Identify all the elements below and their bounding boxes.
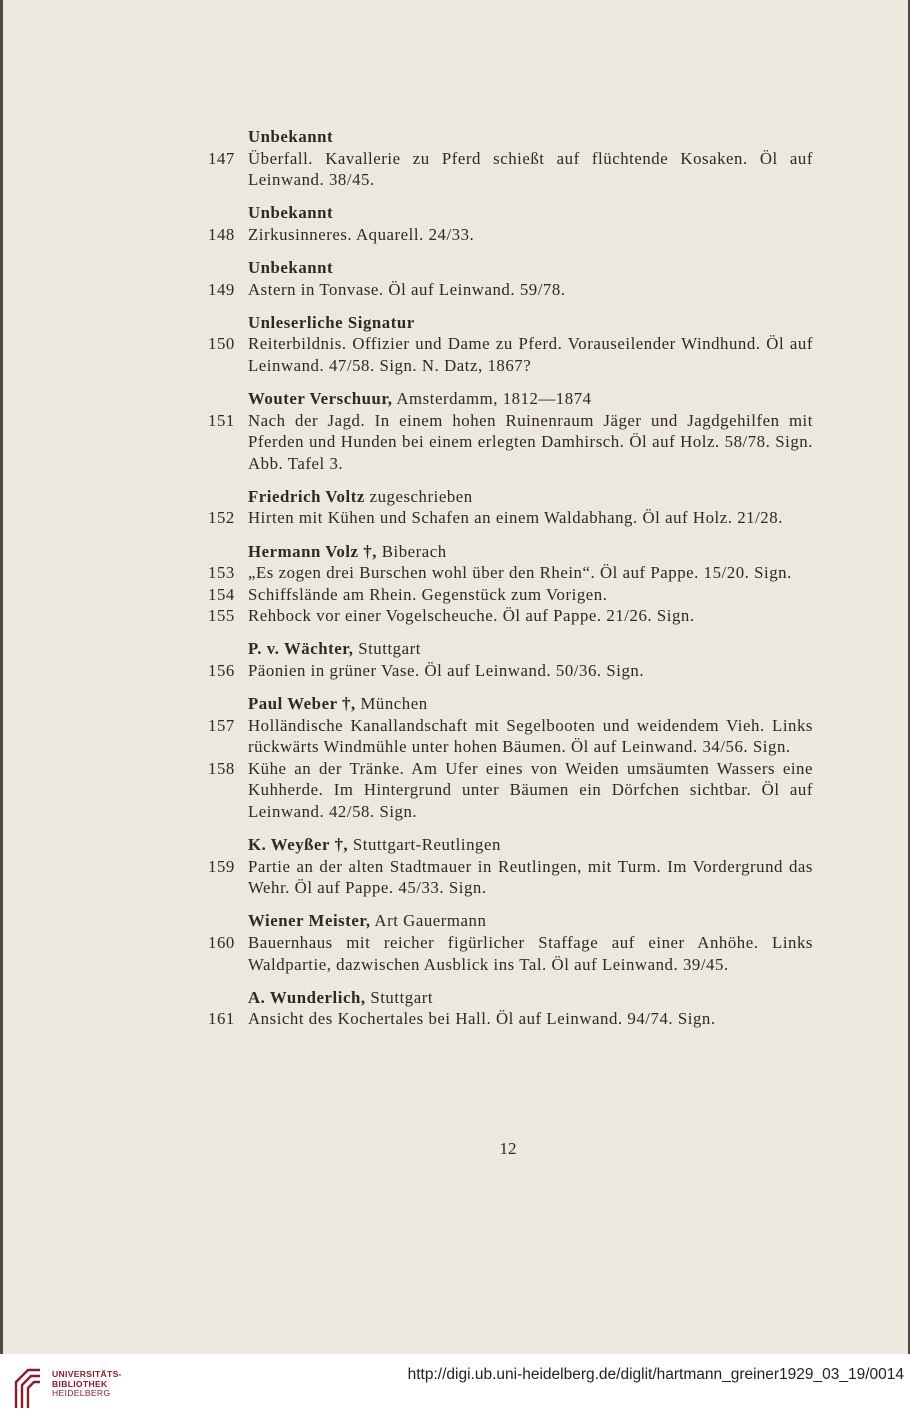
- catalog-entry: [208, 148, 813, 191]
- artist-name: P. v. Wächter,: [248, 639, 354, 659]
- catalog-entry: [208, 715, 813, 758]
- artist-info: Biberach: [377, 541, 447, 561]
- entry-description: Ansicht des Kochertales bei Hall. Öl auf Leinwand. 94/74. Sign.: [248, 1009, 716, 1029]
- entry-number: 160: [208, 933, 235, 952]
- entry-description: Rehbock vor einer Vogelscheuche. Öl auf Pappe. 21/26. Sign.: [248, 606, 695, 626]
- artist-name: Wiener Meister,: [248, 911, 371, 931]
- entry-description: Zirkusinneres. Aquarell. 24/33.: [248, 224, 475, 244]
- artist-heading: [208, 486, 813, 508]
- artist-heading: [208, 987, 813, 1009]
- entry-description: Holländische Kanallandschaft mit Segelbooten und weidendem Vieh. Links rückwärts Windmühle unter hohen Bäumen. Öl auf Leinwand. 34/56. Sign.: [248, 715, 813, 757]
- artist-info: Amsterdamm, 1812—1874: [392, 388, 592, 408]
- scanned-page: [3, 0, 908, 1354]
- entry-description: „Es zogen drei Burschen wohl über den Rhein“. Öl auf Pappe. 15/20. Sign.: [248, 563, 792, 583]
- artist-info: Stuttgart: [365, 987, 434, 1007]
- artist-info: zugeschrieben: [364, 486, 473, 506]
- entry-number: 152: [208, 508, 235, 528]
- entry-description: Schiffslände am Rhein. Gegenstück zum Vorigen.: [248, 584, 608, 604]
- catalog-entry: [208, 333, 813, 376]
- entry-number: 157: [208, 715, 235, 735]
- artist-name: A. Wunderlich,: [248, 987, 366, 1007]
- artist-heading: [208, 312, 813, 334]
- entry-number: 155: [208, 606, 235, 626]
- entry-number: 149: [208, 279, 235, 299]
- catalog-entry: [208, 1008, 813, 1030]
- artist-heading: [208, 257, 813, 279]
- entry-number: 147: [208, 148, 235, 168]
- entry-description: Kühe an der Tränke. Am Ufer eines von Weiden umsäumten Wassers eine Kuhherde. Im Hintergrund unter Bäumen ein Dörfchen sichtbar. Öl auf Leinwand. 42/58. Sign.: [248, 758, 813, 822]
- entry-description: Bauernhaus mit reicher figürlicher Staffage auf einer Anhöhe. Links Waldpartie, dazwischen Ausblick ins Tal. Öl auf Leinwand. 39/45.: [248, 933, 813, 974]
- catalog-entry: [208, 562, 813, 584]
- entry-description: Päonien in grüner Vase. Öl auf Leinwand. 50/36. Sign.: [248, 660, 645, 680]
- entry-number: 153: [208, 563, 235, 583]
- artist-name: Unleserliche Signatur: [248, 312, 415, 332]
- artist-heading: [208, 541, 813, 563]
- artist-name: Unbekannt: [248, 127, 334, 146]
- catalog-entry: [208, 410, 813, 475]
- artist-name: Unbekannt: [248, 257, 334, 277]
- entry-number: 151: [208, 410, 235, 430]
- catalog-entry: [208, 605, 813, 627]
- catalog-entry: [208, 224, 813, 246]
- source-url-link[interactable]: http://digi.ub.uni-heidelberg.de/diglit/hartmann_greiner1929_03_19/0014: [407, 1366, 904, 1383]
- artist-heading: [208, 693, 813, 715]
- library-logo-icon: [10, 1360, 46, 1412]
- entry-description: Überfall. Kavallerie zu Pferd schießt auf flüchtende Kosaken. Öl auf Leinwand. 38/45.: [248, 148, 813, 190]
- artist-info: München: [355, 694, 428, 714]
- catalog-list: [208, 126, 813, 1030]
- artist-name: Unbekannt: [248, 203, 334, 223]
- entry-description: Reiterbildnis. Offizier und Dame zu Pferd. Vorauseilender Windhund. Öl auf Leinwand. 47/58. Sign. N. Datz, 1867?: [248, 334, 813, 375]
- entry-description: Astern in Tonvase. Öl auf Leinwand. 59/78.: [248, 279, 566, 299]
- artist-heading: [208, 388, 813, 410]
- entry-description: Nach der Jagd. In einem hohen Ruinenraum Jäger und Jagdgehilfen mit Pferden und Hunden bei einem erlegten Damhirsch. Öl auf Holz. 58/78. Sign. Abb. Tafel 3.: [248, 410, 813, 473]
- artist-name: Wouter Verschuur,: [248, 388, 393, 408]
- entry-number: 150: [208, 334, 235, 354]
- artist-name: Friedrich Voltz: [248, 486, 365, 506]
- artist-heading: [208, 202, 813, 224]
- artist-heading: [208, 834, 813, 856]
- artist-name: K. Weyßer †,: [248, 835, 349, 855]
- catalog-entry: [208, 279, 813, 301]
- artist-heading: [208, 638, 813, 660]
- entry-number: 161: [208, 1009, 235, 1029]
- entry-number: 148: [208, 224, 235, 244]
- catalog-entry: [208, 932, 813, 975]
- artist-info: Stuttgart-Reutlingen: [348, 835, 501, 855]
- page-number: 12: [499, 1139, 517, 1158]
- artist-info: Stuttgart: [353, 639, 421, 659]
- entry-number: 159: [208, 856, 235, 876]
- entry-description: Partie an der alten Stadtmauer in Reutlingen, mit Turm. Im Vordergrund das Wehr. Öl auf Pappe. 45/33. Sign.: [248, 856, 813, 898]
- catalog-entry: [208, 856, 813, 899]
- entry-number: 158: [208, 758, 235, 778]
- viewer-footer: [0, 1354, 910, 1418]
- entry-number: 154: [208, 584, 235, 604]
- artist-name: Paul Weber †,: [248, 694, 356, 714]
- artist-heading: [208, 126, 813, 148]
- artist-info: Art Gauermann: [370, 911, 487, 931]
- catalog-entry: [208, 660, 813, 682]
- catalog-entry: [208, 758, 813, 823]
- entry-description: Hirten mit Kühen und Schafen an einem Waldabhang. Öl auf Holz. 21/28.: [248, 508, 783, 528]
- entry-number: 156: [208, 660, 235, 680]
- artist-heading: [208, 910, 813, 932]
- catalog-entry: [208, 507, 813, 529]
- catalog-entry: [208, 584, 813, 606]
- library-name: UNIVERSITÄTS- BIBLIOTHEK HEIDELBERG: [52, 1369, 122, 1399]
- artist-name: Hermann Volz †,: [248, 541, 377, 561]
